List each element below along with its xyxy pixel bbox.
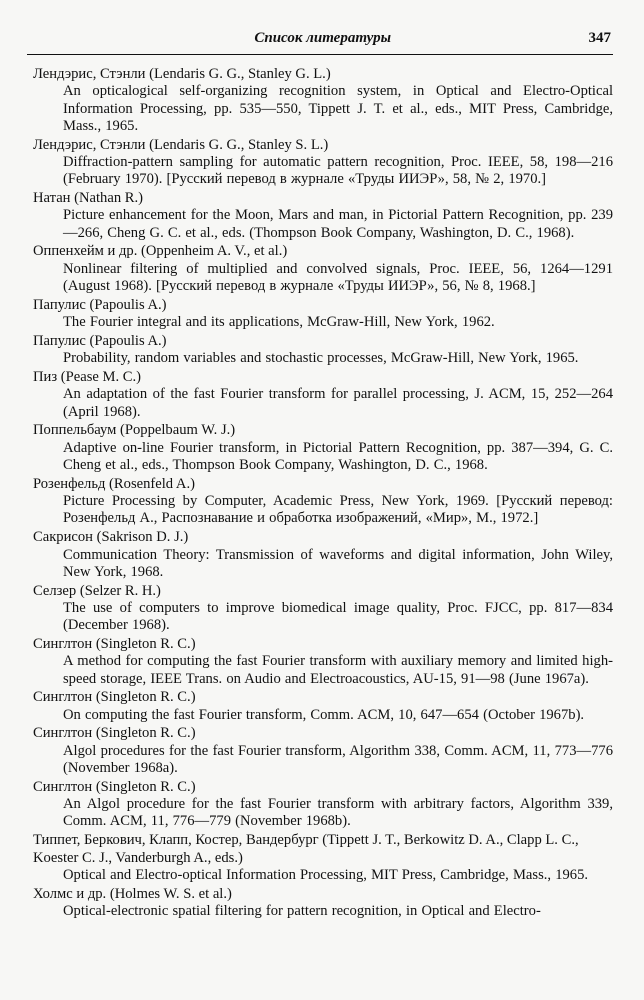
reference-text: An opticalogical self-organizing recognition system, in Optical and Electro-Optical Information Processing, pp. 535—550, Tippett J. T. et al., eds., MIT Press, Cambridge, Mass., 1965.: [63, 83, 613, 134]
reference-author: Папулис (Papoulis A.): [33, 296, 167, 313]
reference-author: Лендэрис, Стэнли (Lendaris G. G., Stanley S. L.): [33, 136, 329, 153]
reference-text: The use of computers to improve biomedical image quality, Proc. FJCC, pp. 817—834 (December 1968).: [63, 599, 613, 634]
reference-text: Adaptive on-line Fourier transform, in Pictorial Pattern Recognition, pp. 387—394, G. C. Cheng et al., eds., Thompson Book Company, Washington, D. C., 1968.: [63, 439, 613, 474]
reference-entry: [33, 886, 613, 921]
reference-list: [33, 66, 613, 922]
reference-author: Оппенхейм и др. (Oppenheim A. V., et al.): [33, 243, 288, 260]
reference-author: Синглтон (Singleton R. C.): [33, 689, 196, 706]
reference-text: Picture enhancement for the Moon, Mars and man, in Pictorial Pattern Recognition, pp. 239—266, Cheng G. C. et al., eds. (Thompson Book Company, Washington, D. C., 1968).: [63, 207, 613, 241]
reference-text: Nonlinear filtering of multiplied and convolved signals, Proc. IEEE, 56, 1264—1291 (August 1968). [Русский перевод в журнале «Труды ИИЭР», 56, № 8, 1968.]: [63, 260, 613, 295]
reference-author: Поппельбаум (Poppelbaum W. J.): [33, 422, 236, 439]
reference-text: Diffraction-pattern sampling for automatic pattern recognition, Proc. IEEE, 58, 198—216 (February 1970). [Русский перевод в журнале «Труды ИИЭР», 58, № 2, 1970.]: [63, 153, 613, 188]
reference-author: Типпет, Беркович, Клапп, Костер, Вандербург (Tippett J. T., Berkowitz D. A., Clapp L. C., Koester C. J., Vanderburgh A., eds.): [33, 832, 579, 866]
reference-author: Папулис (Papoulis A.): [33, 332, 167, 349]
reference-text: A method for computing the fast Fourier transform with auxiliary memory and limited high-speed storage, IEEE Trans. on Audio and Electroacoustics, AU-15, 91—98 (June 1967a).: [63, 653, 613, 687]
reference-entry: [33, 779, 613, 831]
reference-text: Communication Theory: Transmission of waveforms and digital information, John Wiley, New York, 1968.: [63, 546, 613, 580]
reference-text: Probability, random variables and stochastic processes, McGraw-Hill, New York, 1965.: [63, 350, 579, 367]
reference-author: Синглтон (Singleton R. C.): [33, 636, 196, 652]
reference-entry: [33, 66, 613, 135]
reference-entry: [33, 583, 613, 635]
reference-text: An Algol procedure for the fast Fourier transform with arbitrary factors, Algorithm 339, Comm. ACM, 11, 776—779 (November 1968b).: [63, 796, 613, 830]
reference-text: Optical and Electro-optical Information Processing, MIT Press, Cambridge, Mass., 1965.: [63, 866, 589, 883]
reference-author: Натан (Nathan R.): [33, 190, 144, 207]
reference-text: The Fourier integral and its applications, McGraw-Hill, New York, 1962.: [63, 314, 495, 331]
reference-author: Синглтон (Singleton R. C.): [33, 778, 196, 795]
reference-author: Пиз (Pease M. C.): [33, 369, 142, 386]
reference-entry: [33, 476, 613, 528]
reference-entry: [33, 725, 613, 777]
section-title: Список литературы: [254, 30, 391, 46]
reference-author: Лендэрис, Стэнли (Lendaris G. G., Stanley G. L.): [33, 66, 331, 82]
reference-text: An adaptation of the fast Fourier transform for parallel processing, J. ACM, 15, 252—264 (April 1968).: [63, 386, 613, 420]
reference-entry: [33, 243, 613, 295]
reference-entry: [33, 369, 613, 421]
running-header: [27, 30, 613, 55]
reference-entry: [33, 636, 613, 688]
reference-text: Picture Processing by Computer, Academic Press, New York, 1969. [Русский перевод: Розенфельд А., Распознавание и обработка изображений, «Мир», М., 1972.]: [63, 493, 613, 527]
reference-entry: [33, 689, 613, 724]
reference-author: Холмс и др. (Holmes W. S. et al.): [33, 885, 232, 902]
reference-entry: [33, 333, 613, 368]
reference-entry: [33, 422, 613, 474]
reference-entry: [33, 297, 613, 332]
reference-text: Algol procedures for the fast Fourier transform, Algorithm 338, Comm. ACM, 11, 773—776 (November 1968a).: [63, 742, 613, 777]
reference-entry: [33, 832, 613, 884]
reference-author: Селзер (Selzer R. H.): [33, 582, 161, 599]
page-number: 347: [588, 30, 611, 46]
reference-text: On computing the fast Fourier transform, Comm. ACM, 10, 647—654 (October 1967b).: [63, 706, 585, 723]
reference-entry: [33, 529, 613, 581]
reference-author: Розенфельд (Rosenfeld A.): [33, 475, 195, 492]
reference-entry: [33, 190, 613, 242]
reference-author: Синглтон (Singleton R. C.): [33, 725, 196, 742]
reference-author: Сакрисон (Sakrison D. J.): [33, 529, 189, 546]
reference-text: Optical-electronic spatial filtering for pattern recognition, in Optical and Electro-: [63, 902, 541, 919]
reference-entry: [33, 137, 613, 189]
